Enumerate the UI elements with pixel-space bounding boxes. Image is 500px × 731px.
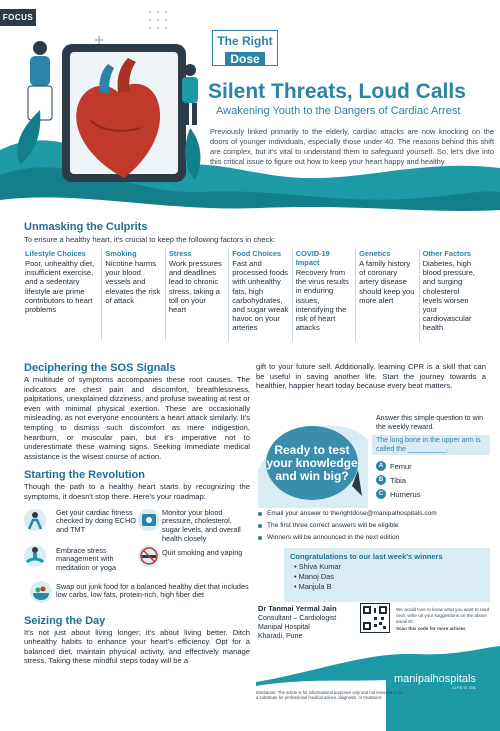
option-text: Tibia (390, 475, 406, 485)
rule-item (258, 520, 490, 532)
doctor-hospital: Manipal Hospital (258, 623, 310, 631)
left-column (24, 362, 250, 666)
culprit-text: Nicotine harms your blood vessels and elevates the risk of attack (105, 259, 161, 305)
winners-box (284, 548, 490, 602)
option-letter: C (376, 489, 386, 499)
quiz-panel (258, 410, 490, 508)
roadmap-step: Embrace stress management with meditation or yoga (56, 545, 117, 573)
culprit-column (419, 249, 482, 341)
option-letter: A (376, 461, 386, 471)
culprit-heading: Lifestyle Choices (25, 249, 86, 258)
culprit-heading: Other Factors (422, 249, 472, 258)
seize-paragraph: It's not just about living longer; it's about living better. Ditch unhealthy habits to enhance your heart's efficiency. Opt for a balanced diet, maintain physical activity, and effectively manage stress. Taking these mindful steps today will be a (24, 627, 250, 666)
bullet-icon (258, 512, 262, 516)
doctor-credit (258, 604, 368, 641)
culprit-text: Fast and processed foods with unhealthy fats, high carbohydrates, and sugar wreak havoc on your arteries (232, 259, 289, 333)
culprit-text: Work pressures and deadlines lead to chronic stress, taking a toll on your heart (168, 259, 222, 315)
doctor-name: Dr Tanmai Yermal Jain (258, 604, 337, 613)
badge-line2: Dose (225, 52, 265, 66)
roadmap-step: Get your cardiac fitness checked by doing ECHO and TMT (56, 507, 136, 535)
culprit-heading: Stress (168, 249, 192, 258)
option-text: Humerus (390, 489, 421, 499)
quiz-option-c[interactable] (376, 489, 420, 499)
qr-caption-line: We would love to know what you want to read next; write us your suggestions on the above email ID. (396, 607, 490, 624)
qr-caption (396, 607, 490, 632)
roadmap-step: Quit smoking and vaping (162, 547, 243, 557)
no-smoking-icon (138, 545, 160, 567)
culprit-column (101, 249, 164, 341)
winner-name: • Manjula B (294, 582, 332, 591)
page-subtitle: Awakening Youth to the Dangers of Cardiac Arrest (216, 105, 461, 117)
culprit-column (228, 249, 291, 341)
quiz-question: The long bone in the upper arm is called the __________. (372, 435, 490, 455)
qr-code-icon[interactable] (360, 603, 390, 633)
culprit-heading: Smoking (105, 249, 137, 258)
culprit-heading: Food Choices (232, 249, 282, 258)
quiz-option-b[interactable] (376, 475, 406, 485)
rule-text: Winners will be announced in the next edition (267, 534, 400, 541)
culprit-text: Poor, unhealthy diet, insufficient exercise, and a sedentary lifestyle are prime contributors to heart problems (25, 259, 95, 315)
fitness-icon (24, 509, 46, 531)
culprit-column (292, 249, 355, 341)
culprits-lead: To ensure a healthy heart, it's crucial to keep the following factors in check: (24, 235, 276, 244)
roadmap (24, 505, 250, 613)
bullet-icon (258, 536, 262, 540)
revolution-paragraph: Though the path to a healthy heart starts by recognizing the symptoms, it doesn't stop there. Here's your roadmap: (24, 482, 250, 501)
healthy-food-icon (30, 581, 52, 603)
doctor-location: Kharadi, Pune (258, 632, 303, 640)
culprit-heading: COVID-19 Impact (295, 249, 330, 267)
sos-paragraph: A multitude of symptoms accompanies these root causes. The indicators are chest pain and discomfort, breathlessness, palpitations, unexplained dizziness, and profuse sweating at rest or even with minimal physical exertion. These are occasionally misleading, as not everyone encounters a heart attack similarly. It's tempting to dismiss such discomfort as mere indigestion, heartburn, or muscular pain, but it's imperative not to underestimate these warning signs. Seeking immediate medical assistance is the wisest course of action. (24, 375, 250, 461)
quiz-bubble: Ready to test your knowledge and win big? (266, 426, 358, 500)
right-column (256, 362, 486, 391)
roadmap-step: Swap out junk food for a balanced healthy diet that includes low carbs, low fats, protein-rich, high fiber diet (56, 581, 249, 600)
logo-name: manipalhospitals (394, 673, 476, 685)
rule-item (258, 532, 490, 544)
blood-pressure-icon (138, 509, 160, 531)
quiz-option-a[interactable] (376, 461, 412, 471)
sos-heading: Deciphering the SOS Signals (24, 362, 176, 374)
culprit-text: Recovery from the virus results in enduring issues, intensifying the risk of heart attacks (295, 268, 349, 333)
winner-name-text: Manoj Das (298, 572, 334, 581)
logo-tagline: LIFE'S ON (452, 685, 476, 690)
page-title: Silent Threats, Loud Calls (208, 80, 466, 103)
qr-caption-scan: Scan this code for more articles (396, 626, 466, 631)
doctor-role: Consultant – Cardiologist (258, 614, 337, 622)
disclaimer: Disclaimer: The article is for informational purposes only and not intended to be a substitute for professional medical advice, diagnosis, or treatment. (256, 690, 403, 701)
continuation-paragraph: gift to your future self. Additionally, learning CPR is a skill that can be useful in saving another life. Start the journey towards a healthier, happier heart today because every beat matters. (256, 362, 486, 391)
winner-name: • Manoj Das (294, 572, 334, 581)
culprit-column (165, 249, 228, 341)
quiz-lead: Answer this simple question to win the weekly reward. (376, 415, 483, 431)
intro-paragraph: Previously linked primarily to the elderly, cardiac attacks are now knocking on the doors of younger individuals, especially those under 40. The reasons behind this shift are complex, but it's vital to understand them to safeguard yourself. So, let's dive into this critical issue to figure out how to keep your heart happy and healthy. (210, 127, 494, 166)
roadmap-step: Monitor your blood pressure, cholesterol, sugar levels, and overall health closely (162, 507, 241, 543)
rule-text: Email your answer to therightdose@manipalhospitals.com (267, 510, 437, 517)
seize-heading: Seizing the Day (24, 614, 106, 627)
quiz-rules (258, 508, 490, 544)
column-badge (212, 30, 278, 66)
hero-banner (0, 0, 500, 215)
culprit-text: Diabetes, high blood pressure, and surging cholesterol levels worsen your cardiovascular health (422, 259, 475, 333)
winner-name-text: Manjula B (298, 582, 332, 591)
bullet-icon (258, 524, 262, 528)
winners-heading: Congratulations to our last week's winners (290, 552, 443, 561)
revolution-heading: Starting the Revolution (24, 469, 145, 482)
hospital-logo (394, 673, 476, 690)
culprits-grid (22, 249, 482, 341)
winner-name: • Shiva Kumar (294, 562, 341, 571)
option-letter: B (376, 475, 386, 485)
culprits-heading: Unmasking the Culprits (24, 221, 148, 233)
focus-tag: FOCUS (0, 9, 36, 26)
winner-name-text: Shiva Kumar (298, 562, 341, 571)
rule-item[interactable] (258, 508, 490, 520)
option-text: Femur (390, 461, 412, 471)
culprit-heading: Genetics (359, 249, 391, 258)
badge-line1: The Right (217, 34, 273, 48)
culprit-column (355, 249, 418, 341)
rule-text: The first three correct answers will be eligible (267, 522, 399, 529)
meditation-icon (24, 545, 46, 567)
culprit-column (22, 249, 101, 341)
culprit-text: A family history of coronary artery disease should keep you more alert (359, 259, 415, 305)
